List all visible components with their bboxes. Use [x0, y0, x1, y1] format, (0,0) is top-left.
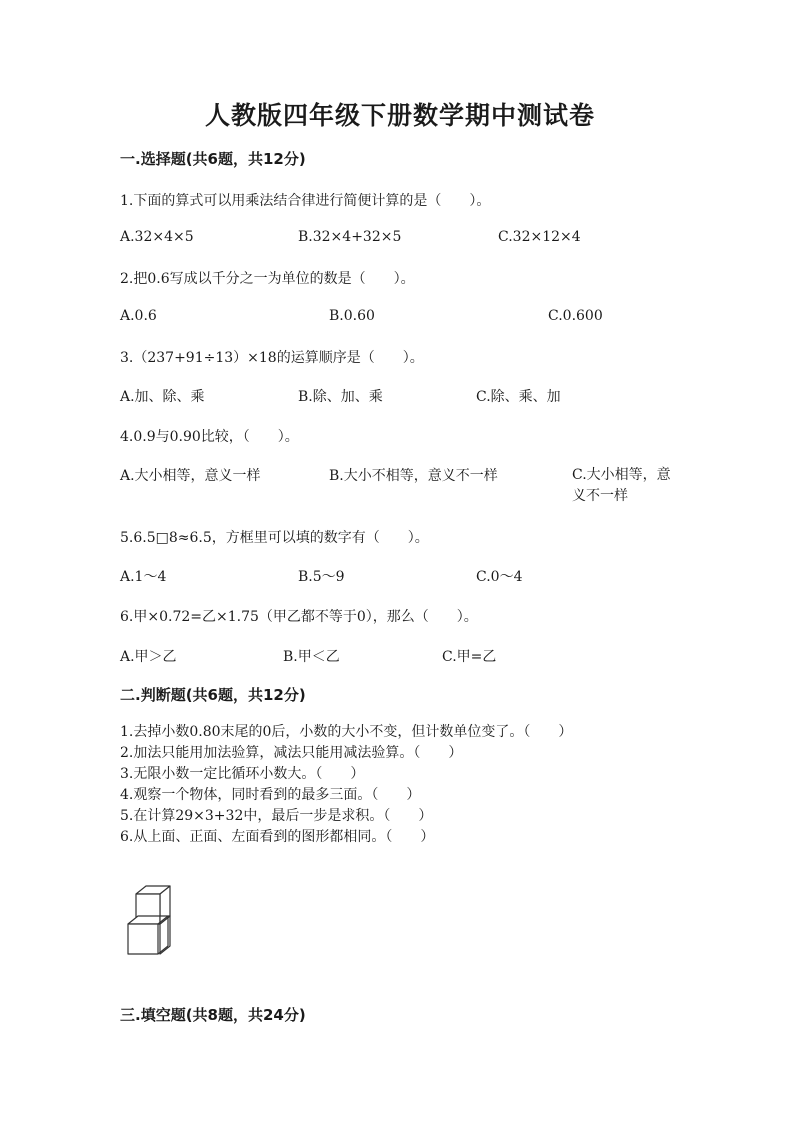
judge-item-4: 4.观察一个物体，同时看到的最多三面。（ ）	[120, 787, 421, 803]
q4-option-b[interactable]: B.大小不相等，意义不一样	[329, 468, 498, 484]
judge-item-2: 2.加法只能用加法验算，减法只能用减法验算。（ ）	[120, 745, 463, 761]
question-4: 4.0.9与0.90比较，（ ）。	[120, 429, 299, 445]
judge-list	[120, 722, 572, 848]
q2-option-a[interactable]: A.0.6	[120, 308, 157, 324]
q4-option-a[interactable]: A.大小相等，意义一样	[120, 468, 261, 484]
judge-item-3: 3.无限小数一定比循环小数大。（ ）	[120, 766, 365, 782]
section-heading-fill: 三.填空题(共8题，共24分)	[120, 1006, 306, 1024]
q3-option-a[interactable]: A.加、除、乘	[120, 389, 205, 405]
question-3: 3.（237+91÷13）×18的运算顺序是（ ）。	[120, 350, 424, 366]
q2-option-b[interactable]: B.0.60	[329, 308, 375, 324]
judge-item-6: 6.从上面、正面、左面看到的图形都相同。（ ）	[120, 829, 435, 845]
question-1: 1.下面的算式可以用乘法结合律进行简便计算的是（ ）。	[120, 193, 491, 209]
q1-option-c[interactable]: C.32×12×4	[498, 229, 581, 245]
q2-option-c[interactable]: C.0.600	[548, 308, 603, 324]
q3-option-c[interactable]: C.除、乘、加	[476, 389, 561, 405]
section-heading-judge: 二.判断题(共6题，共12分)	[120, 686, 306, 704]
q1-option-b[interactable]: B.32×4+32×5	[298, 229, 402, 245]
page-title: 人教版四年级下册数学期中测试卷	[204, 101, 595, 130]
q6-option-a[interactable]: A.甲＞乙	[120, 649, 177, 665]
q6-option-c[interactable]: C.甲=乙	[442, 649, 497, 665]
q1-option-a[interactable]: A.32×4×5	[120, 229, 194, 245]
question-2: 2.把0.6写成以千分之一为单位的数是（ ）。	[120, 271, 415, 287]
q6-option-b[interactable]: B.甲＜乙	[283, 649, 340, 665]
question-6: 6.甲×0.72=乙×1.75（甲乙都不等于0），那么（ ）。	[120, 609, 478, 625]
q3-option-b[interactable]: B.除、加、乘	[298, 389, 383, 405]
q5-option-a[interactable]: A.1～4	[120, 569, 167, 585]
judge-item-1: 1.去掉小数0.80末尾的0后，小数的大小不变，但计数单位变了。（ ）	[120, 724, 573, 740]
question-5: 5.6.5□8≈6.5，方框里可以填的数字有（ ）。	[120, 530, 429, 546]
judge-item-5: 5.在计算29×3+32中，最后一步是求积。（ ）	[120, 808, 433, 824]
stacked-cubes-figure	[124, 884, 174, 960]
q5-option-b[interactable]: B.5～9	[298, 569, 345, 585]
q4-option-c[interactable]: C.大小相等，意义不一样	[572, 467, 671, 504]
section-heading-choice: 一.选择题(共6题，共12分)	[120, 150, 306, 168]
q5-option-c[interactable]: C.0～4	[476, 569, 523, 585]
